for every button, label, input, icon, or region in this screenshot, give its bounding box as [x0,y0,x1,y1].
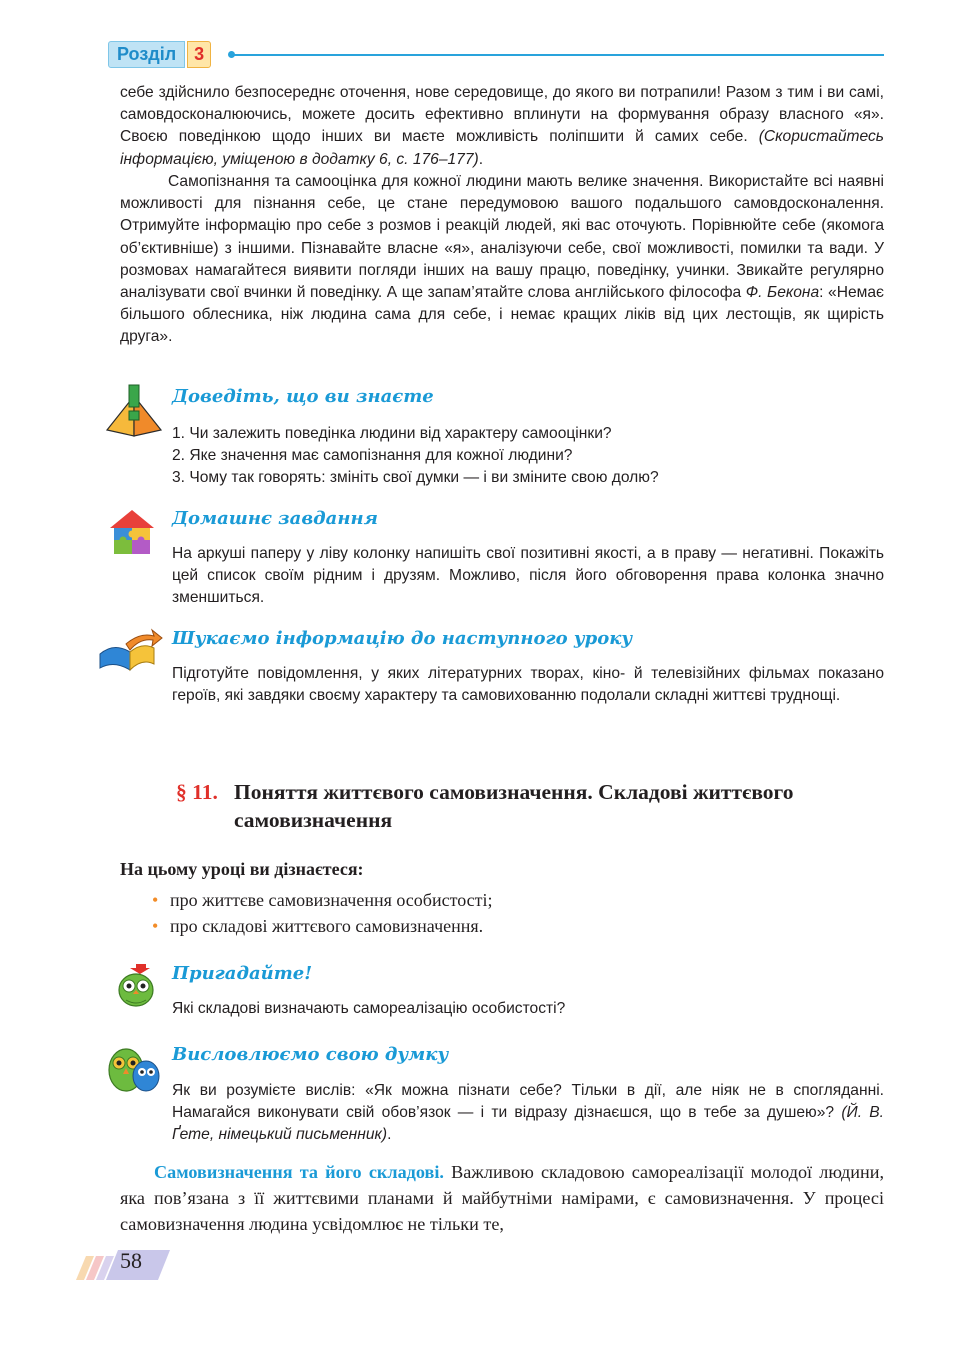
intro-p2-text: Самопізнання та самооцінка для кожної людини мають велике значення. Використайте всі наявні можливості для пізнання себе, це стане передумовою вашого подальшого самовдосконалення. Отримуйте інформацію про себе з розмов і реакцій людей, які вас оточують. Порівнюйте себе (якомога об’єктивніше) з іншими. Пізнавайте власне «я», аналізуючи себе, свої можливості, помилки та вади. У розмовах намагайтеся виявити погляди інших на вашу працю, поведінку, учинки. Звикайте регулярно аналізувати свої вчинки й поведінку. А ще запам’ятайте слова англійського філософа [120,173,884,302]
intro-p2-author: Ф. Бекона [745,284,820,302]
paragraph-number: § 11. [176,780,218,804]
search-title: Шукаємо інформацію до наступного уроку [172,628,633,649]
paragraph-title-line2: самовизначення [234,808,393,832]
prove-question: 1. Чи залежить поведінка людини від характеру самооцінки? [172,425,612,442]
intro-p1-text: себе здійснило безпосереднє оточення, нове середовище, до якого ви потрапили! Разом з тим і ви самі, самовдосконалюючись, можете досить ефективно вплинути на формування образу власного «я». Своєю поведінкою щодо інших ви маєте можливість поліпшити й самих себе. [120,84,884,146]
body-paragraph [120,1160,884,1237]
learn-item-text: про складові життєвого самовизначення. [170,916,484,936]
header-rule [232,54,884,56]
section-tab [108,41,211,68]
learn-item [150,887,493,913]
learn-heading: На цьому уроці ви дізнаєтеся: [120,859,364,879]
subheading-inline: Самовизначення та його складові. [154,1162,444,1182]
puzzle-house-icon [108,508,156,556]
opinion-end: . [387,1126,392,1144]
intro-p1-note: (Скористайтесь інформацією, уміщеною в додатку 6, с. 176–177) [120,128,884,168]
learn-item-text: про життєве самовизначення особистості; [170,890,493,910]
paragraph-title-line1: Поняття життєвого самовизначення. Складові життєвого [234,780,794,804]
intro-p2-quote: : «Немає більшого облесника, ніж людина сама для себе, і немає кращих ліків від цих лестощів, як щирість друга». [120,284,885,346]
intro-paragraph-2 [120,171,884,349]
opinion-author: (Й. В. Ґете, німецький письменник) [172,1104,884,1144]
section-label: Розділ [108,41,185,68]
bullet-icon: • [152,890,159,910]
prove-title: Доведіть, що ви знаєте [172,386,434,407]
section-number: 3 [187,41,211,68]
body-paragraph-text: Важливою складовою самореалізації молодої людини, яка пов’язана з її життєвими планами й майбутніми намірами, є самовизначення. У процесі самовизначення людина усвідомлює не тільки те, [120,1162,884,1234]
learn-list [150,887,493,939]
homework-title: Домашнє завдання [172,508,378,529]
bullet-icon: • [152,916,159,936]
open-book-arrow-icon [96,628,164,672]
opinion-title: Висловлюємо свою думку [172,1044,449,1065]
learn-item [150,913,493,939]
exclamation-pyramid-icon [104,384,164,440]
opinion-text [172,1080,884,1147]
remember-text: Які складові визначають самореалізацію особистості? [172,1000,566,1017]
search-text: Підготуйте повідомлення, у яких літературних творах, кіно- й телевізійних фільмах показано героїв, які завдяки своєму характеру та самовихованню подолали складні життєві труднощі. [172,665,884,705]
opinion-quote: Як ви розумієте вислів: «Як можна пізнати себе? Тільки в дії, але ніяк не в спогляданні. Намагайся виконувати свій обов’язок — і ти відразу дізнаєшся, що в тебе за душею»? [172,1082,884,1122]
owls-talking-icon [106,1044,162,1094]
remember-title: Пригадайте! [172,963,313,984]
prove-question: 2. Яке значення має самопізнання для кожної людини? [172,447,573,465]
intro-p1-end: . [478,150,484,168]
page-number: 58 [120,1248,142,1273]
prove-questions [172,423,884,490]
prove-question: 3. Чому так говорять: змініть свої думки — і ви зміните свою долю? [172,469,659,487]
paragraph-heading [176,778,886,834]
owl-icon [116,962,156,1008]
intro-paragraph-1 [120,82,884,171]
homework-text: На аркуші паперу у ліву колонку напишіть свої позитивні якості, а в праву — негативні. Покажіть цей список своїм рідним і друзям. Можливо, після його обговорення права колонка значно зменшиться. [172,545,884,607]
